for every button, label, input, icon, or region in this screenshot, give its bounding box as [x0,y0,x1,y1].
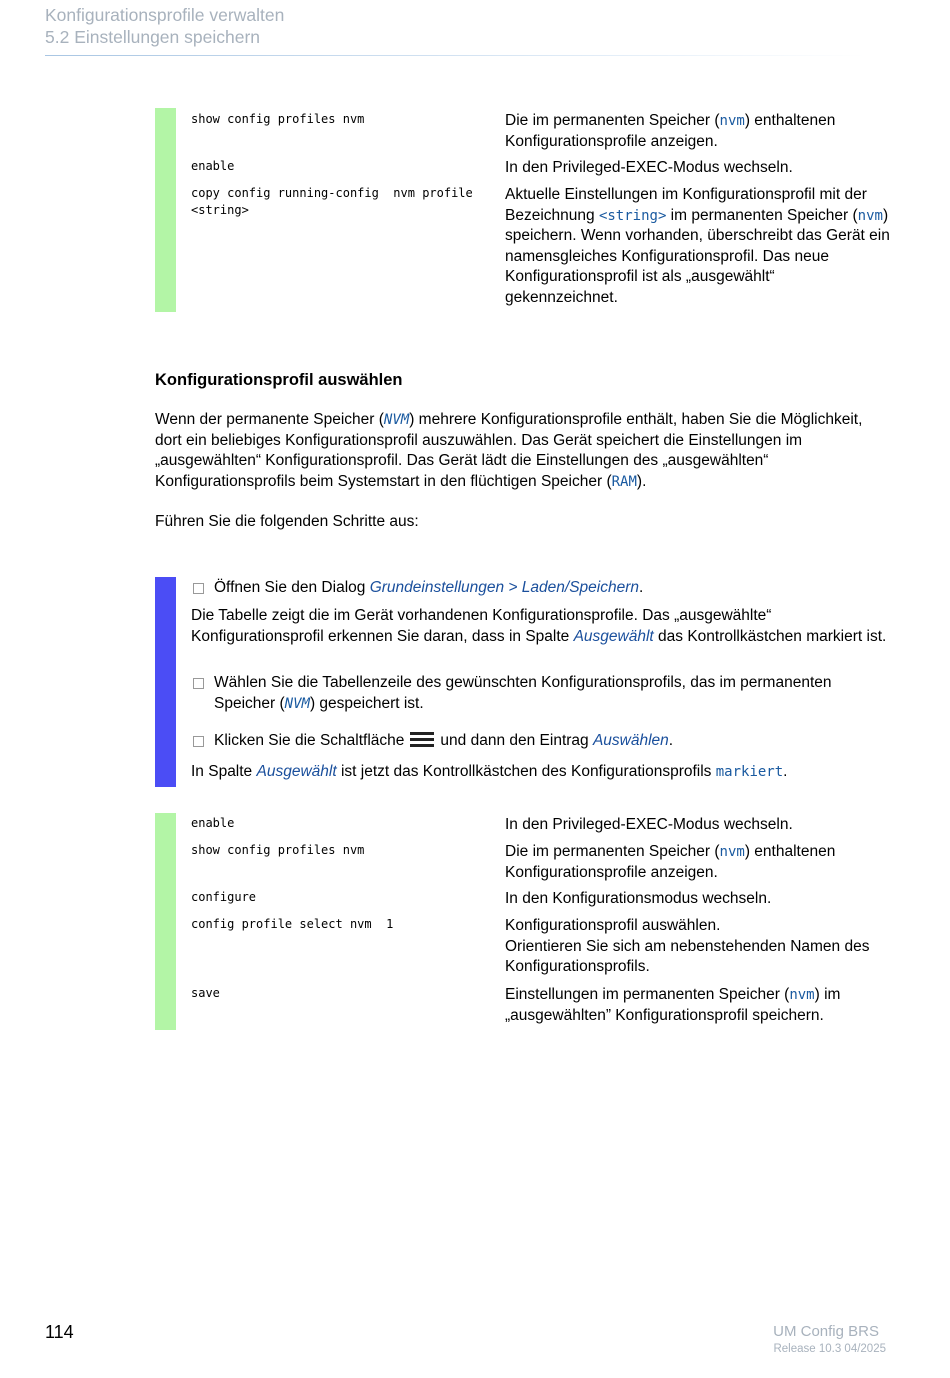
cli-command: config profile select nvm 1 [191,917,394,931]
cli-command: copy config running-config nvm profile <string> [191,186,473,217]
command-description: Die im permanenten Speicher (nvm) enthaltenen Konfigurationsprofile anzeigen. [505,112,836,150]
command-description: Konfigurationsprofil auswählen. Orientieren Sie sich am nebenstehenden Namen des Konfigurationsprofils. [505,917,870,975]
step-item: Klicken Sie die Schaltfläche und dann den Eintrag Auswählen. [191,731,890,753]
steps-block-bar [155,577,176,787]
command-block-2 [155,813,890,1030]
command-block-bar [155,108,176,312]
steps-intro: Führen Sie die folgenden Schritte aus: [155,513,419,530]
instruction-steps-block [155,577,890,787]
section-title-header: 5.2 Einstellungen speichern [45,27,261,47]
command-block-bar [155,813,176,1030]
dialog-path-link: Grundeinstellungen > Laden/Speichern [369,579,639,596]
command-description: Aktuelle Einstellungen im Konfigurationsprofil mit der Bezeichnung <string> im permanenten Speicher (nvm) speichern. Wenn vorhanden, überschreibt das Gerät ein namensgleiches Konfigurationsprofil. Das neue Konfigurationsprofil ist als „ausgewählt“ gekennzeichnet. [505,186,890,306]
section-heading: Konfigurationsprofil auswählen [155,371,403,389]
step-explanation: Die Tabelle zeigt die im Gerät vorhandenen Konfigurationsprofile. Das „ausgewählte“ Konfigurationsprofil erkennen Sie daran, dass in Spalte Ausgewählt das Kontrollkästchen markiert ist. [191,607,887,645]
chapter-title: Konfigurationsprofile verwalten [45,5,285,25]
command-description: In den Privileged-EXEC-Modus wechseln. [505,816,793,833]
cli-command: enable [191,816,235,830]
step-item: Öffnen Sie den Dialog Grundeinstellungen > Laden/Speichern. [191,578,890,599]
document-title: UM Config BRS [773,1323,879,1340]
cli-command: show config profiles nvm [191,843,365,857]
checkbox-square-icon [193,583,204,594]
cli-command: show config profiles nvm [191,112,365,126]
command-description: Die im permanenten Speicher (nvm) enthaltenen Konfigurationsprofile anzeigen. [505,843,836,881]
release-info: Release 10.3 04/2025 [773,1343,886,1355]
command-block-1 [155,108,890,312]
command-description: Einstellungen im permanenten Speicher (nvm) im „ausgewählten” Konfigurationsprofil speichern. [505,986,841,1024]
command-description: In den Konfigurationsmodus wechseln. [505,890,772,907]
checkbox-square-icon [193,736,204,747]
cli-command: save [191,986,220,1000]
step-result: In Spalte Ausgewählt ist jetzt das Kontrollkästchen des Konfigurationsprofils markiert. [191,763,788,780]
checkbox-square-icon [193,678,204,689]
header-rule [45,55,865,56]
page-header [45,4,865,48]
command-description: In den Privileged-EXEC-Modus wechseln. [505,159,793,176]
intro-paragraph: Wenn der permanente Speicher (NVM) mehrere Konfigurationsprofile enthält, haben Sie die Möglichkeit, dort ein beliebiges Konfigurationsprofil auszuwählen. Das Gerät speichert die Einstellungen im „ausgewählten“ Konfigurationsprofil. Das Gerät lädt die Einstellungen des „ausgewählten“ Konfigurationsprofils beim Systemstart in den flüchtigen Speicher (RAM). [155,411,863,490]
cli-command: configure [191,890,257,904]
hamburger-menu-icon [410,731,434,748]
page-number: 114 [45,1322,74,1342]
cli-command: enable [191,159,235,173]
step-item: Wählen Sie die Tabellenzeile des gewünschten Konfigurationsprofils, das im permanenten Speicher (NVM) gespeichert ist. [191,673,890,715]
